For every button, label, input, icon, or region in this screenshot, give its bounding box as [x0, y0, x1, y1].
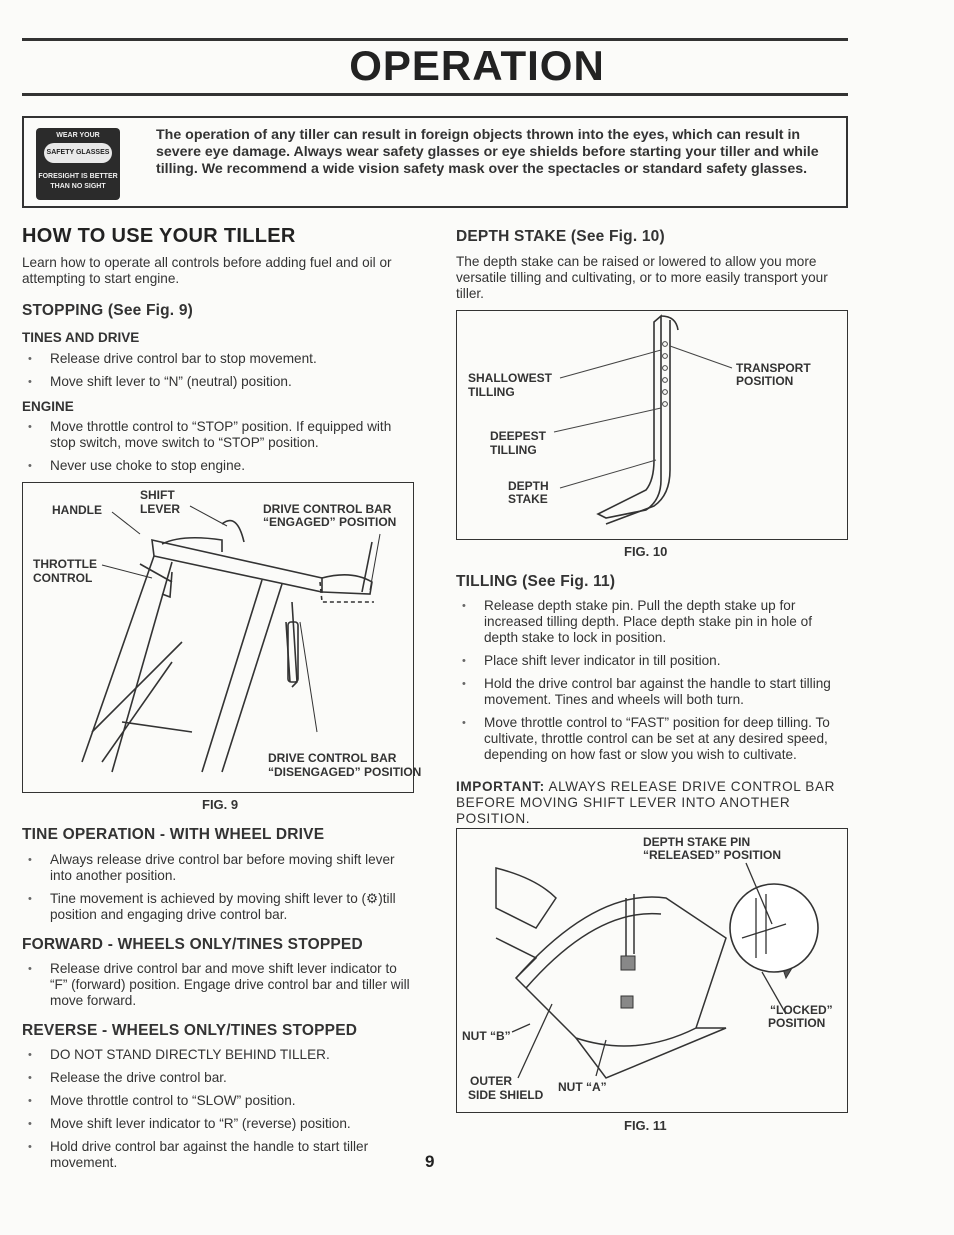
fig10-shallowest-label-2: TILLING — [468, 385, 515, 399]
tilling-heading: TILLING (See Fig. 11) — [456, 573, 616, 590]
tine-operation-list — [22, 852, 417, 930]
forward-list — [22, 961, 417, 1016]
depth-stake-text: The depth stake can be raised or lowered to allow you more versatile tilling and cultivating, or to more easily transport your tiller. — [456, 254, 828, 301]
intro-text: Learn how to operate all controls before adding fuel and oil or attempting to start engine. — [22, 255, 392, 286]
title-underline — [22, 93, 848, 96]
warning-text: The operation of any tiller can result in foreign objects thrown into the eyes, which can result in severe eye damage. Always wear safety glasses or eye shields before starting your tiller and while tilling. We recommend a wide vision safety mask over the spectacles or standard safety glasses. — [156, 127, 819, 177]
how-to-use-heading: HOW TO USE YOUR TILLER — [22, 225, 296, 247]
tines-drive-list — [22, 351, 417, 397]
fig10-deepest-label-2: TILLING — [490, 443, 537, 457]
fig11-locked-label-1: “LOCKED” — [770, 1003, 833, 1017]
fig9-handle-label: HANDLE — [52, 503, 102, 517]
list-item: • Tine movement is achieved by moving shift lever to (⚙)till position and engaging drive control bar. — [22, 891, 417, 923]
page-number: 9 — [425, 1152, 435, 1171]
fig9-shift-label: SHIFT — [140, 488, 175, 502]
list-item: • Move throttle control to “FAST” position for deep tilling. To cultivate, throttle control can be set at any desired speed, depending on how fast or slow you wish to cultivate. — [456, 715, 848, 763]
fig9-disengaged-label-1: DRIVE CONTROL BAR — [268, 751, 397, 765]
depth-stake-heading: DEPTH STAKE (See Fig. 10) — [456, 228, 665, 245]
forward-heading: FORWARD - WHEELS ONLY/TINES STOPPED — [22, 936, 363, 953]
important-label: IMPORTANT: — [456, 779, 545, 794]
list-item: • Hold the drive control bar against the handle to start tilling movement. Tines and wheels will both turn. — [456, 676, 848, 708]
fig10-deepest-label-1: DEEPEST — [490, 429, 547, 443]
engine-list — [22, 419, 417, 481]
list-item: • Release the drive control bar. — [22, 1070, 417, 1086]
fig11-locked-label-2: POSITION — [768, 1016, 826, 1030]
list-item: • Release depth stake pin. Pull the depth stake up for increased tilling depth. Place depth stake pin in hole of depth stake to lock in position. — [456, 598, 848, 646]
list-item: • DO NOT STAND DIRECTLY BEHIND TILLER. — [22, 1047, 417, 1063]
fig10-shallowest-label-1: SHALLOWEST — [468, 371, 552, 385]
important-note — [456, 779, 848, 827]
list-item: • Hold drive control bar against the handle to start tiller movement. — [22, 1139, 417, 1171]
tines-drive-heading: TINES AND DRIVE — [22, 330, 140, 345]
list-item: • Move shift lever indicator to “R” (reverse) position. — [22, 1116, 417, 1132]
fig11-outer-label-1: OUTER — [470, 1074, 512, 1088]
fig10-depth-stake-label-2: STAKE — [508, 492, 548, 506]
tilling-list — [456, 598, 848, 770]
fig9-engaged-label-1: DRIVE CONTROL BAR — [263, 502, 392, 516]
top-rule — [22, 38, 848, 41]
badge-bottom-text-2: THAN NO SIGHT — [50, 183, 106, 190]
fig9-throttle-label-2: CONTROL — [33, 571, 93, 585]
fig9-lever-label: LEVER — [140, 502, 181, 516]
important-text: ALWAYS RELEASE DRIVE CONTROL BAR BEFORE MOVING SHIFT LEVER INTO ANOTHER POSITION. — [456, 779, 836, 826]
reverse-heading: REVERSE - WHEELS ONLY/TINES STOPPED — [22, 1022, 358, 1039]
stopping-heading: STOPPING (See Fig. 9) — [22, 302, 194, 319]
badge-top-text: WEAR YOUR — [56, 132, 100, 139]
list-item: • Release drive control bar and move shift lever indicator to “F” (forward) position. Engage drive control bar and tiller will move forward. — [22, 961, 417, 1009]
fig9-engaged-label-2: “ENGAGED” POSITION — [263, 515, 397, 529]
reverse-list — [22, 1047, 417, 1178]
fig11-pin-label-2: “RELEASED” POSITION — [643, 848, 782, 862]
engine-heading: ENGINE — [22, 399, 74, 414]
fig10-depth-stake-label-1: DEPTH — [508, 479, 549, 493]
fig11-pin-label-1: DEPTH STAKE PIN — [643, 835, 751, 849]
fig10-transport-label-1: TRANSPORT — [736, 361, 811, 375]
tine-operation-heading: TINE OPERATION - WITH WHEEL DRIVE — [22, 826, 325, 843]
list-item: • Never use choke to stop engine. — [22, 458, 417, 474]
page-title: OPERATION — [349, 42, 605, 89]
safety-glasses-badge — [36, 128, 120, 200]
list-item: • Release drive control bar to stop movement. — [22, 351, 417, 367]
fig11-nut-b-label: NUT “B” — [462, 1029, 511, 1043]
fig11-nut-a-label: NUT “A” — [558, 1080, 607, 1094]
fig11-outer-label-2: SIDE SHIELD — [468, 1088, 544, 1102]
fig11-caption: FIG. 11 — [624, 1118, 667, 1133]
badge-bottom-text-1: FORESIGHT IS BETTER — [38, 173, 118, 180]
fig9-disengaged-label-2: “DISENGAGED” POSITION — [268, 765, 422, 779]
fig10-caption: FIG. 10 — [624, 544, 668, 559]
list-item: • Place shift lever indicator in till position. — [456, 653, 848, 669]
fig10-transport-label-2: POSITION — [736, 374, 794, 388]
badge-middle-text: SAFETY GLASSES — [44, 143, 112, 163]
tiller-shield-illustration — [456, 828, 848, 1113]
list-item: • Always release drive control bar before moving shift lever into another position. — [22, 852, 417, 884]
list-item: • Move throttle control to “SLOW” position. — [22, 1093, 417, 1109]
fig9-throttle-label-1: THROTTLE — [33, 557, 97, 571]
list-item: • Move shift lever to “N” (neutral) position. — [22, 374, 417, 390]
fig9-caption: FIG. 9 — [202, 797, 239, 812]
list-item: • Move throttle control to “STOP” position. If equipped with stop switch, move switch to “STOP” position. — [22, 419, 417, 451]
